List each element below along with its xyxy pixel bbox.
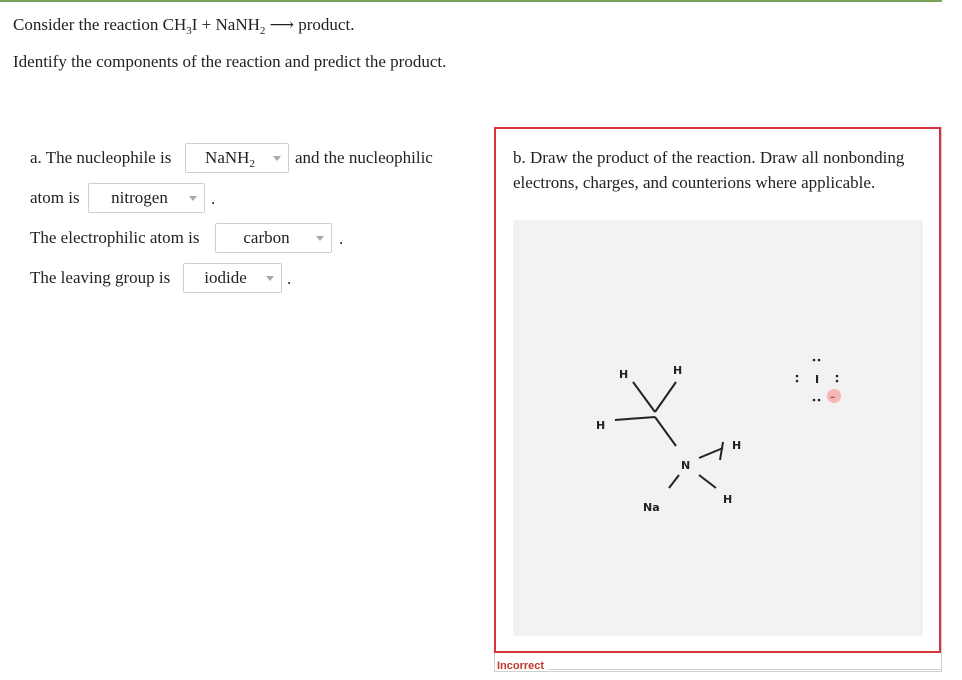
period: .	[339, 229, 344, 248]
atom-i: I	[815, 373, 820, 386]
nucleophile-label: a. The nucleophile is	[30, 148, 172, 167]
chevron-down-icon	[266, 276, 274, 281]
chevron-down-icon	[273, 156, 281, 161]
top-progress-bar	[0, 0, 942, 2]
period: .	[287, 269, 292, 288]
bond-c-n	[655, 417, 676, 446]
bonds	[615, 382, 723, 488]
bond-wedge	[720, 442, 723, 460]
atom-h: H	[732, 439, 742, 452]
nucleophile-select[interactable]: NaNH$_2$	[185, 143, 289, 173]
bond-n-h	[699, 475, 716, 488]
atom-h: H	[619, 368, 629, 381]
bond-h-c	[615, 417, 655, 420]
atom-h: H	[673, 364, 683, 377]
atom-h: H	[723, 493, 733, 506]
structure-drawing	[513, 220, 923, 636]
electrophilic-atom-select[interactable]: carbon	[215, 223, 332, 253]
leaving-group-label: The leaving group is	[30, 268, 171, 287]
nucleophilic-atom-select[interactable]: nitrogen	[88, 183, 205, 213]
atom-n: N	[681, 459, 691, 472]
reaction-arrow: ⟶	[269, 15, 295, 34]
leaving-group-select[interactable]: iodide	[183, 263, 282, 293]
chevron-down-icon	[316, 236, 324, 241]
negative-charge: –	[830, 392, 835, 403]
period: .	[211, 189, 216, 208]
drawing-canvas[interactable]	[513, 220, 923, 636]
bond-h-c	[633, 382, 655, 412]
bond-h-c	[655, 382, 676, 412]
part-b-instruction: b. Draw the product of the reaction. Draw all nonbonding electrons, charges, and counterions where applicable.	[513, 148, 905, 192]
question-reaction: Consider the reaction $CH_3I$ + NaNH$_2$ ⟶ product.	[13, 15, 355, 37]
bond-n-h	[699, 448, 723, 458]
atom-na: Na	[643, 501, 660, 514]
atom-label: atom is	[30, 188, 80, 207]
status-divider	[548, 669, 941, 670]
chevron-down-icon	[189, 196, 197, 201]
status-incorrect: Incorrect	[497, 660, 545, 672]
bond-na-n	[669, 475, 679, 488]
question-instruction: Identify the components of the reaction and predict the product.	[13, 52, 447, 71]
nucleophilic-text: and the nucleophilic	[295, 148, 433, 167]
electrophilic-label: The electrophilic atom is	[30, 228, 200, 247]
atom-h: H	[596, 419, 606, 432]
